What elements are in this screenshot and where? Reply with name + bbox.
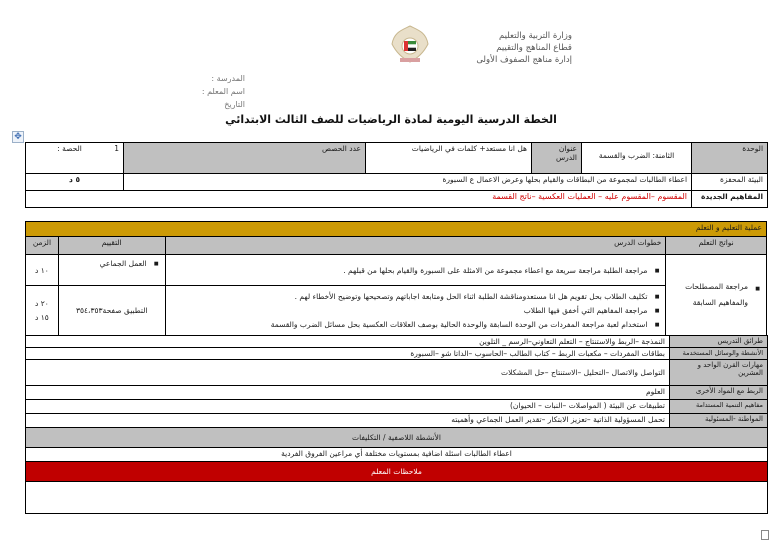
period-label: الحصة : xyxy=(57,144,82,153)
date-field: التاريخ xyxy=(224,100,245,109)
steps-row2 xyxy=(165,286,666,336)
concepts-value: المقسوم –المقسوم عليه – العمليات العكسية –ناتج القسمة xyxy=(26,191,692,208)
extra-activities-value: اعطاء الطالبات اسئلة اضافية بمستويات مختلفة أي مراعين الفروق الفردية xyxy=(26,448,768,462)
detail-value: التواصل والاتصال –التحليل –الاستنتاج –حل المشكلات xyxy=(26,360,670,386)
steps-row1 xyxy=(165,255,666,286)
unit-label: الوحدة xyxy=(692,143,768,174)
step-item: ■ مراجعة الطلبة مراجعة سريعة مع اعطاء مجموعة من الامثلة على السبورة والقيام بحلها من قبلهم . xyxy=(170,266,648,275)
teaching-process-table xyxy=(25,221,767,336)
ministry-header xyxy=(476,30,572,66)
school-field: المدرسة : xyxy=(211,74,245,83)
header-time: الزمن xyxy=(26,237,59,255)
step-item: ■ استخدام لعبة مراجعة المفردات من الوحدة السابقة والوحدة الحالية بوصف العلاقات العكسية بحل مسائل الضرب والقسمة xyxy=(170,320,648,329)
teacher-notes-title: ملاحظات المعلم xyxy=(26,462,768,482)
detail-label: طرائق التدريس xyxy=(670,336,768,348)
time-value: ٢٠ د xyxy=(35,298,49,308)
uae-emblem-icon xyxy=(388,22,432,66)
outcome-item: ■ مراجعة المصطلحات والمفاهيم السابقة xyxy=(670,279,748,311)
periods-label-text: عدد الحصص xyxy=(321,144,362,153)
detail-label: الربط مع المواد الأخرى xyxy=(670,386,768,400)
detail-label: مفاهيم التنمية المستدامة xyxy=(670,400,768,414)
time-row2 xyxy=(26,286,59,336)
ministry-line: وزارة التربية والتعليم xyxy=(499,31,572,41)
env-label: البيئة المحفزة xyxy=(692,174,768,191)
detail-value: العلوم xyxy=(26,386,670,400)
periods-value: 1 xyxy=(114,144,119,153)
ministry-line: إدارة مناهج الصفوف الأولى xyxy=(476,55,572,65)
periods-label xyxy=(124,143,366,174)
lesson-info-table xyxy=(25,142,768,208)
table-end-mark xyxy=(761,530,769,540)
detail-value: تحمل المسؤولية الذاتية –تعزيز الابتكار –تقدير العمل الجماعي وأهميته xyxy=(26,414,670,428)
env-time: ٥ د xyxy=(26,174,124,191)
extra-activities-title: الأنشطة اللاصفية / التكليفات xyxy=(26,428,768,448)
assessment-row2: التطبيق صفحة٣٥٤،٣٥٣ xyxy=(58,286,165,336)
unit-value: الثامنة: الضرب والقسمة xyxy=(582,143,692,174)
school-info xyxy=(200,72,245,111)
detail-value: تطبيقات عن البيئة ( المواصلات –النبات – الحيوان) xyxy=(26,400,670,414)
header-steps: خطوات الدرس xyxy=(165,237,666,255)
assessment-row1 xyxy=(58,255,165,286)
teacher-notes-area[interactable] xyxy=(26,482,768,514)
detail-label: الأنشطة والوسائل المستخدمة xyxy=(670,348,768,360)
lesson-title-value: هل انا مستعد+ كلمات في الرياضيات xyxy=(366,143,532,174)
env-value: اعطاء الطالبات لمجموعة من البطاقات والقيام بحلها وعرض الاعمال ع السبورة xyxy=(124,174,692,191)
page-title: الخطة الدرسية اليومية لمادة الرياضيات للصف الثالث الابتدائي xyxy=(225,113,557,126)
header-outcomes: نواتج التعلم xyxy=(666,237,767,255)
step-item: ■ مراجعة المفاهيم التي أخفق فيها الطلاب xyxy=(170,306,648,315)
learning-outcome xyxy=(666,255,767,336)
concepts-label: المفاهيم الجديدة xyxy=(692,191,768,208)
process-section-title: عملية التعليم و التعلم xyxy=(26,222,767,237)
detail-label: مهارات القرن الواحد و العشرين xyxy=(670,360,768,386)
time-value: ١٥ د xyxy=(35,312,49,322)
lesson-title-label: عنوان الدرس xyxy=(532,143,582,174)
table-move-handle-icon[interactable]: ✥ xyxy=(12,131,24,143)
time-row1: ١٠ د xyxy=(26,255,59,286)
detail-value: بطاقات المفردات – مكعبات الربط – كتاب الطالب –الحاسوب –الداتا شو –السبورة xyxy=(26,348,670,360)
header-assessment: التقييم xyxy=(58,237,165,255)
assessment-item: ■ العمل الجماعي xyxy=(63,259,147,268)
period-cell xyxy=(26,143,124,174)
step-item: ■ تكليف الطلاب بحل تقويم هل انا مستعدومناقشة الطلبة اثناء الحل ومتابعة اجاباتهم وتصحيحها وتوضيح الأخطاء لهم . xyxy=(170,292,648,301)
ministry-line: قطاع المناهج والتقييم xyxy=(496,43,572,53)
detail-label: المواطنة -المسئولية xyxy=(670,414,768,428)
detail-value: النمذجة –الربط والاستنتاج – التعلم التعاوني–الرسم _ التلوين xyxy=(26,336,670,348)
teacher-field: اسم المعلم : xyxy=(201,87,245,96)
lesson-details-table xyxy=(25,335,768,514)
